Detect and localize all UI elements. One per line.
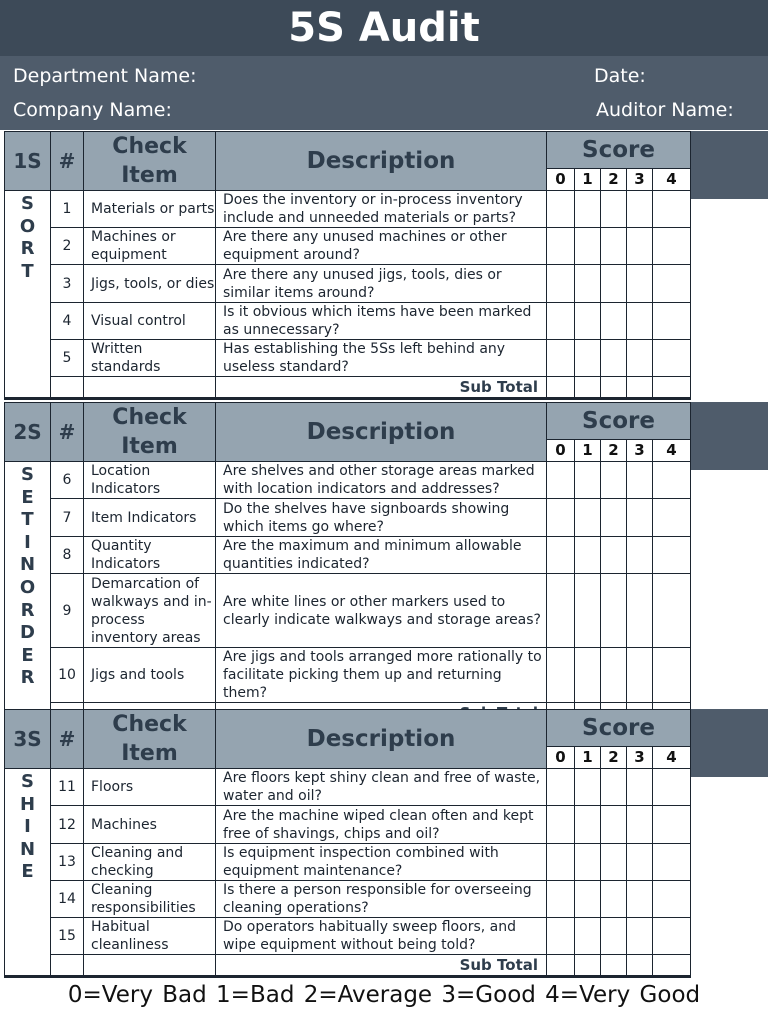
score-cell-2[interactable] — [601, 265, 627, 303]
score-cell-0[interactable] — [547, 648, 575, 703]
score-cell-1[interactable] — [575, 648, 601, 703]
subtotal-blank — [84, 377, 216, 399]
score-cell-1[interactable] — [575, 881, 601, 918]
score-cell-0[interactable] — [547, 844, 575, 881]
row-number: 2 — [51, 228, 84, 265]
score-cell-1[interactable] — [575, 537, 601, 574]
score-cell-1[interactable] — [575, 806, 601, 844]
table-row — [5, 806, 691, 844]
item-description: Are white lines or other markers used to clearly indicate walkways and storage areas? — [216, 574, 547, 648]
item-description: Are floors kept shiny clean and free of waste, water and oil? — [216, 769, 547, 806]
check-item: Machines or equipment — [84, 228, 216, 265]
score-column-4: 4 — [653, 439, 691, 461]
score-cell-3[interactable] — [627, 806, 653, 844]
score-cell-4[interactable] — [653, 228, 691, 265]
page-title: 5S Audit — [0, 0, 768, 56]
audit-info-bar — [0, 56, 768, 130]
score-cell-2[interactable] — [601, 228, 627, 265]
section-word: SETINORDER — [5, 462, 51, 725]
row-number: 10 — [51, 648, 84, 703]
score-cell-2[interactable] — [601, 918, 627, 955]
table-row — [5, 228, 691, 265]
score-column-3: 3 — [627, 746, 653, 768]
table-row — [5, 769, 691, 806]
subtotal-score-cell-0[interactable] — [547, 955, 575, 977]
number-header: # — [51, 710, 84, 769]
score-cell-4[interactable] — [653, 303, 691, 340]
section-code: 1S — [5, 132, 51, 191]
check-item-header: Check Item — [84, 710, 216, 769]
check-item: Visual control — [84, 303, 216, 340]
score-column-4: 4 — [653, 168, 691, 190]
score-cell-1[interactable] — [575, 191, 601, 228]
score-column-2: 2 — [601, 746, 627, 768]
check-item: Machines — [84, 806, 216, 844]
item-description: Does the inventory or in-process inventory include and unneeded materials or parts? — [216, 191, 547, 228]
section-side-panel — [690, 709, 768, 777]
score-cell-1[interactable] — [575, 574, 601, 648]
check-item: Quantity Indicators — [84, 537, 216, 574]
item-description: Are jigs and tools arranged more rationally to facilitate picking them up and returning them? — [216, 648, 547, 703]
check-item-header: Check Item — [84, 403, 216, 462]
row-number: 11 — [51, 769, 84, 806]
subtotal-score-cell-4[interactable] — [653, 377, 691, 399]
section-side-panel — [690, 131, 768, 199]
table-row — [5, 537, 691, 574]
section-word: SHINE — [5, 769, 51, 977]
score-cell-1[interactable] — [575, 769, 601, 806]
score-cell-3[interactable] — [627, 191, 653, 228]
score-cell-1[interactable] — [575, 844, 601, 881]
score-column-1: 1 — [575, 746, 601, 768]
subtotal-score-cell-1[interactable] — [575, 377, 601, 399]
score-cell-0[interactable] — [547, 191, 575, 228]
score-cell-4[interactable] — [653, 191, 691, 228]
table-row — [5, 303, 691, 340]
table-row — [5, 844, 691, 881]
score-cell-0[interactable] — [547, 499, 575, 537]
score-column-3: 3 — [627, 168, 653, 190]
check-item: Habitual cleanliness — [84, 918, 216, 955]
check-item: Location Indicators — [84, 462, 216, 499]
item-description: Are shelves and other storage areas marked with location indicators and addresses? — [216, 462, 547, 499]
score-column-0: 0 — [547, 439, 575, 461]
score-column-4: 4 — [653, 746, 691, 768]
table-row — [5, 499, 691, 537]
score-cell-2[interactable] — [601, 881, 627, 918]
item-description: Is equipment inspection combined with equipment maintenance? — [216, 844, 547, 881]
audit-table — [4, 131, 691, 400]
table-row — [5, 648, 691, 703]
table-row — [5, 881, 691, 918]
table-row — [5, 918, 691, 955]
row-number: 9 — [51, 574, 84, 648]
company-label: Company Name: — [13, 99, 172, 121]
subtotal-row — [5, 955, 691, 977]
score-cell-4[interactable] — [653, 574, 691, 648]
score-cell-4[interactable] — [653, 806, 691, 844]
score-column-0: 0 — [547, 168, 575, 190]
score-cell-2[interactable] — [601, 648, 627, 703]
score-cell-1[interactable] — [575, 265, 601, 303]
check-item: Written standards — [84, 340, 216, 377]
score-cell-0[interactable] — [547, 537, 575, 574]
score-cell-0[interactable] — [547, 462, 575, 499]
score-cell-2[interactable] — [601, 537, 627, 574]
score-cell-3[interactable] — [627, 499, 653, 537]
row-number: 1 — [51, 191, 84, 228]
table-row — [5, 574, 691, 648]
score-cell-2[interactable] — [601, 769, 627, 806]
score-header: Score — [547, 710, 691, 747]
score-cell-3[interactable] — [627, 574, 653, 648]
score-cell-0[interactable] — [547, 574, 575, 648]
score-cell-1[interactable] — [575, 303, 601, 340]
row-number: 3 — [51, 265, 84, 303]
score-cell-1[interactable] — [575, 228, 601, 265]
date-label: Date: — [594, 65, 646, 87]
score-cell-2[interactable] — [601, 340, 627, 377]
score-cell-0[interactable] — [547, 769, 575, 806]
subtotal-score-cell-2[interactable] — [601, 377, 627, 399]
score-cell-4[interactable] — [653, 881, 691, 918]
score-cell-2[interactable] — [601, 806, 627, 844]
item-description: Are there any unused jigs, tools, dies or similar items around? — [216, 265, 547, 303]
score-cell-4[interactable] — [653, 537, 691, 574]
audit-table — [4, 709, 691, 978]
score-cell-3[interactable] — [627, 769, 653, 806]
check-item: Materials or parts — [84, 191, 216, 228]
description-header: Description — [216, 403, 547, 462]
score-cell-4[interactable] — [653, 499, 691, 537]
item-description: Are the machine wiped clean often and kept free of shavings, chips and oil? — [216, 806, 547, 844]
score-column-2: 2 — [601, 439, 627, 461]
score-cell-0[interactable] — [547, 303, 575, 340]
score-column-3: 3 — [627, 439, 653, 461]
row-number: 12 — [51, 806, 84, 844]
score-cell-2[interactable] — [601, 462, 627, 499]
score-cell-4[interactable] — [653, 462, 691, 499]
score-legend: 0=Very Bad 1=Bad 2=Average 3=Good 4=Very Good — [67, 982, 701, 1008]
check-item-header: Check Item — [84, 132, 216, 191]
score-column-1: 1 — [575, 439, 601, 461]
audit-table — [4, 402, 691, 726]
score-cell-4[interactable] — [653, 918, 691, 955]
score-cell-2[interactable] — [601, 303, 627, 340]
score-cell-0[interactable] — [547, 228, 575, 265]
section-side-panel — [690, 402, 768, 470]
score-cell-0[interactable] — [547, 806, 575, 844]
item-description: Are the maximum and minimum allowable quantities indicated? — [216, 537, 547, 574]
score-cell-3[interactable] — [627, 265, 653, 303]
subtotal-blank — [51, 377, 84, 399]
score-cell-1[interactable] — [575, 918, 601, 955]
score-cell-1[interactable] — [575, 340, 601, 377]
subtotal-score-cell-3[interactable] — [627, 955, 653, 977]
check-item: Demarcation of walkways and in-process inventory areas — [84, 574, 216, 648]
number-header: # — [51, 403, 84, 462]
score-cell-2[interactable] — [601, 499, 627, 537]
subtotal-score-cell-0[interactable] — [547, 377, 575, 399]
score-cell-4[interactable] — [653, 648, 691, 703]
subtotal-score-cell-3[interactable] — [627, 377, 653, 399]
score-cell-3[interactable] — [627, 844, 653, 881]
score-header: Score — [547, 132, 691, 169]
table-row — [5, 265, 691, 303]
section-word: SORT — [5, 191, 51, 399]
item-description: Are there any unused machines or other equipment around? — [216, 228, 547, 265]
item-description: Has establishing the 5Ss left behind any useless standard? — [216, 340, 547, 377]
score-column-2: 2 — [601, 168, 627, 190]
subtotal-blank — [51, 955, 84, 977]
check-item: Cleaning and checking — [84, 844, 216, 881]
score-cell-4[interactable] — [653, 844, 691, 881]
subtotal-label: Sub Total — [216, 377, 547, 399]
score-column-0: 0 — [547, 746, 575, 768]
score-cell-3[interactable] — [627, 462, 653, 499]
score-cell-2[interactable] — [601, 844, 627, 881]
row-number: 13 — [51, 844, 84, 881]
row-number: 14 — [51, 881, 84, 918]
score-cell-2[interactable] — [601, 191, 627, 228]
item-description: Do operators habitually sweep floors, and wipe equipment without being told? — [216, 918, 547, 955]
score-cell-4[interactable] — [653, 769, 691, 806]
score-cell-3[interactable] — [627, 303, 653, 340]
subtotal-score-cell-2[interactable] — [601, 955, 627, 977]
score-header: Score — [547, 403, 691, 440]
row-number: 4 — [51, 303, 84, 340]
subtotal-row — [5, 377, 691, 399]
score-cell-2[interactable] — [601, 574, 627, 648]
subtotal-score-cell-1[interactable] — [575, 955, 601, 977]
table-row — [5, 462, 691, 499]
subtotal-label: Sub Total — [216, 955, 547, 977]
score-cell-0[interactable] — [547, 918, 575, 955]
auditor-label: Auditor Name: — [596, 99, 734, 121]
check-item: Floors — [84, 769, 216, 806]
check-item: Jigs and tools — [84, 648, 216, 703]
score-cell-0[interactable] — [547, 340, 575, 377]
department-label: Department Name: — [13, 65, 197, 87]
score-cell-1[interactable] — [575, 462, 601, 499]
check-item: Cleaning responsibilities — [84, 881, 216, 918]
score-cell-3[interactable] — [627, 881, 653, 918]
description-header: Description — [216, 710, 547, 769]
row-number: 15 — [51, 918, 84, 955]
item-description: Is it obvious which items have been marked as unnecessary? — [216, 303, 547, 340]
subtotal-score-cell-4[interactable] — [653, 955, 691, 977]
score-cell-3[interactable] — [627, 918, 653, 955]
number-header: # — [51, 132, 84, 191]
row-number: 5 — [51, 340, 84, 377]
score-cell-1[interactable] — [575, 499, 601, 537]
score-cell-4[interactable] — [653, 265, 691, 303]
section-code: 3S — [5, 710, 51, 769]
section-code: 2S — [5, 403, 51, 462]
score-cell-0[interactable] — [547, 881, 575, 918]
check-item: Jigs, tools, or dies — [84, 265, 216, 303]
description-header: Description — [216, 132, 547, 191]
row-number: 8 — [51, 537, 84, 574]
table-row — [5, 191, 691, 228]
table-row — [5, 340, 691, 377]
row-number: 7 — [51, 499, 84, 537]
item-description: Do the shelves have signboards showing which items go where? — [216, 499, 547, 537]
subtotal-blank — [84, 955, 216, 977]
row-number: 6 — [51, 462, 84, 499]
score-cell-3[interactable] — [627, 340, 653, 377]
score-cell-3[interactable] — [627, 648, 653, 703]
item-description: Is there a person responsible for overseeing cleaning operations? — [216, 881, 547, 918]
score-cell-3[interactable] — [627, 228, 653, 265]
check-item: Item Indicators — [84, 499, 216, 537]
score-column-1: 1 — [575, 168, 601, 190]
score-cell-4[interactable] — [653, 340, 691, 377]
score-cell-3[interactable] — [627, 537, 653, 574]
score-cell-0[interactable] — [547, 265, 575, 303]
